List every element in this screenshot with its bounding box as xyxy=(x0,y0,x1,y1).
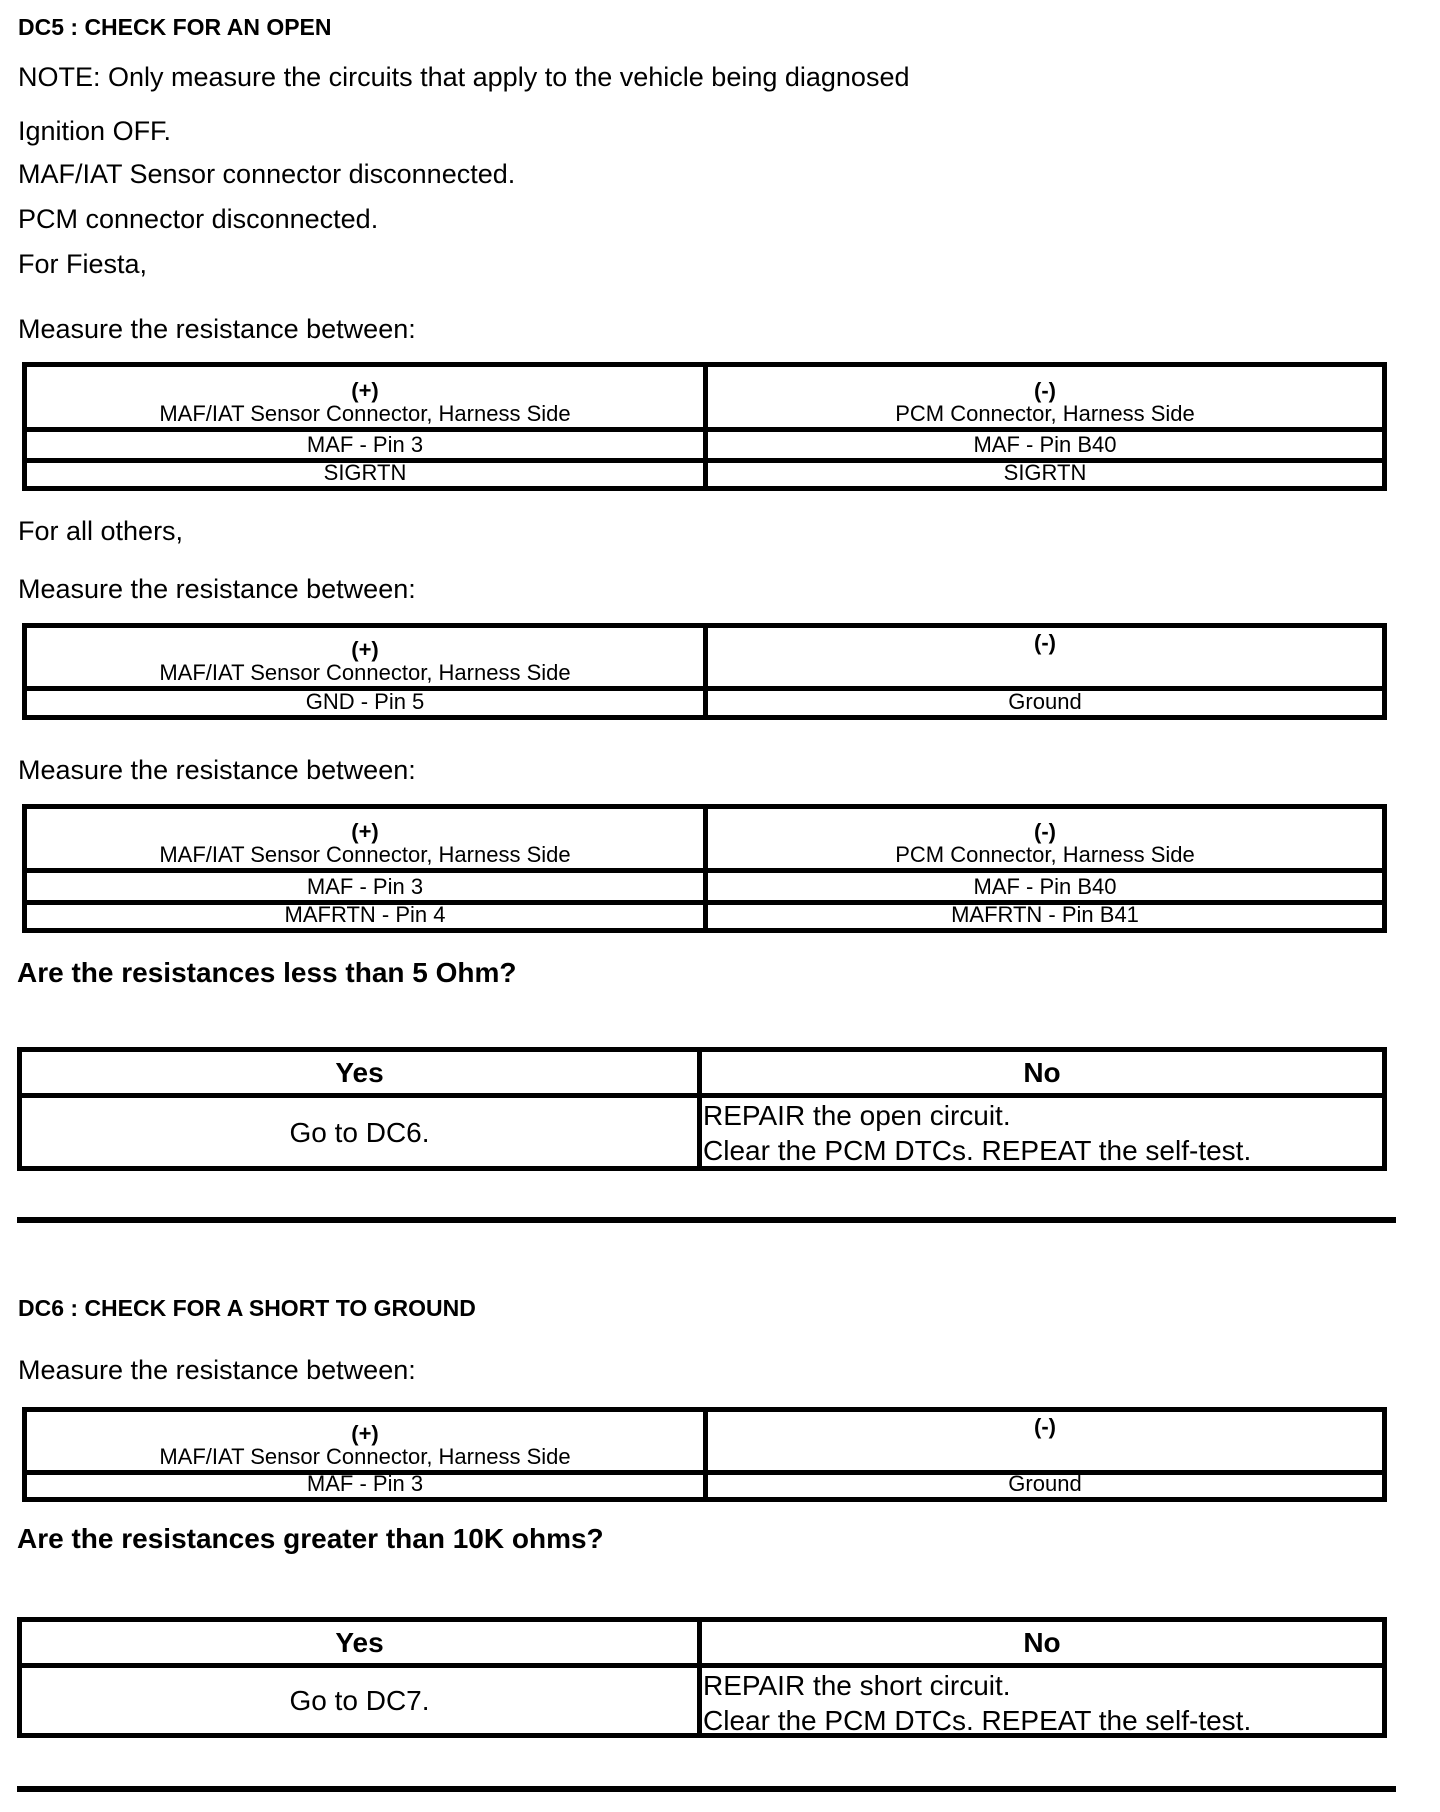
table-row xyxy=(27,1470,1382,1497)
pcm-disconnected-line: PCM connector disconnected. xyxy=(18,204,379,234)
negative-connector-label: PCM Connector, Harness Side xyxy=(895,842,1195,867)
others-line: For all others, xyxy=(18,516,184,546)
table-cell: Ground xyxy=(1008,1471,1082,1496)
table-header-row xyxy=(27,628,1382,686)
section-divider xyxy=(17,1217,1396,1223)
table-cell: MAF - Pin 3 xyxy=(27,432,708,458)
table-header-positive xyxy=(27,628,708,686)
maf-disconnected-line: MAF/IAT Sensor connector disconnected. xyxy=(18,159,516,189)
resistance-table-ground xyxy=(22,623,1387,720)
measure-label-4: Measure the resistance between: xyxy=(18,1355,416,1385)
no-action-line: REPAIR the open circuit. xyxy=(703,1100,1011,1131)
table-row xyxy=(27,868,1382,900)
no-action-line: Clear the PCM DTCs. REPEAT the self-test. xyxy=(703,1135,1252,1166)
negative-sign: (-) xyxy=(1034,630,1056,655)
table-row xyxy=(27,900,1382,928)
negative-connector-label: PCM Connector, Harness Side xyxy=(895,401,1195,426)
table-header-row xyxy=(27,809,1382,868)
negative-sign: (-) xyxy=(1034,819,1056,844)
resistance-table-mafrtn xyxy=(22,804,1387,933)
positive-connector-label: MAF/IAT Sensor Connector, Harness Side xyxy=(159,401,571,426)
fiesta-line: For Fiesta, xyxy=(18,249,148,279)
yes-header: Yes xyxy=(22,1052,702,1093)
decision-header-row xyxy=(22,1052,1382,1093)
table-cell: MAFRTN - Pin B41 xyxy=(951,902,1139,927)
decision-header-row xyxy=(22,1622,1382,1663)
table-cell: MAF - Pin 3 xyxy=(27,1475,708,1497)
positive-sign: (+) xyxy=(351,1421,379,1446)
table-row xyxy=(27,458,1382,486)
decision-body-row xyxy=(22,1093,1382,1166)
resistance-table-short xyxy=(22,1407,1387,1502)
table-cell: MAF - Pin B40 xyxy=(973,432,1117,457)
table-header-negative xyxy=(708,367,1382,427)
decision-table-dc6 xyxy=(17,1617,1387,1738)
table-header-negative xyxy=(708,1412,1382,1470)
negative-sign: (-) xyxy=(1034,1414,1056,1439)
table-cell: MAFRTN - Pin 4 xyxy=(27,905,708,928)
negative-sign: (-) xyxy=(1034,378,1056,403)
dc6-question: Are the resistances greater than 10K ohms? xyxy=(17,1523,604,1554)
ignition-line: Ignition OFF. xyxy=(18,116,172,146)
no-action-line: Clear the PCM DTCs. REPEAT the self-test. xyxy=(703,1705,1252,1736)
positive-sign: (+) xyxy=(351,819,379,844)
section-divider xyxy=(17,1786,1396,1792)
table-header-positive xyxy=(27,809,708,868)
measure-label-1: Measure the resistance between: xyxy=(18,314,416,344)
no-header: No xyxy=(1023,1627,1061,1658)
table-row xyxy=(27,686,1382,715)
table-header-positive xyxy=(27,367,708,427)
positive-sign: (+) xyxy=(351,378,379,403)
decision-table-dc5 xyxy=(17,1047,1387,1171)
yes-header: Yes xyxy=(22,1622,702,1663)
positive-connector-label: MAF/IAT Sensor Connector, Harness Side xyxy=(159,842,571,867)
no-action xyxy=(702,1098,1382,1166)
dc6-heading: DC6 : CHECK FOR A SHORT TO GROUND xyxy=(18,1295,476,1321)
positive-connector-label: MAF/IAT Sensor Connector, Harness Side xyxy=(159,1444,571,1469)
yes-action: Go to DC6. xyxy=(22,1098,702,1166)
table-cell: MAF - Pin B40 xyxy=(973,874,1117,899)
dc5-heading: DC5 : CHECK FOR AN OPEN xyxy=(18,14,332,40)
positive-connector-label: MAF/IAT Sensor Connector, Harness Side xyxy=(159,660,571,685)
table-cell: MAF - Pin 3 xyxy=(27,873,708,900)
positive-sign: (+) xyxy=(351,637,379,662)
note-line: NOTE: Only measure the circuits that apply to the vehicle being diagnosed xyxy=(18,62,910,92)
measure-label-3: Measure the resistance between: xyxy=(18,755,416,785)
table-header-row xyxy=(27,367,1382,427)
measure-label-2: Measure the resistance between: xyxy=(18,574,416,604)
dc5-question: Are the resistances less than 5 Ohm? xyxy=(17,957,517,988)
no-action-line: REPAIR the short circuit. xyxy=(703,1670,1011,1701)
table-row xyxy=(27,427,1382,458)
yes-action: Go to DC7. xyxy=(22,1668,702,1733)
resistance-table-fiesta xyxy=(22,362,1387,491)
decision-body-row xyxy=(22,1663,1382,1736)
table-cell: GND - Pin 5 xyxy=(27,691,708,715)
table-header-negative xyxy=(708,809,1382,868)
no-header: No xyxy=(1023,1057,1061,1088)
table-header-negative xyxy=(708,628,1382,686)
no-action xyxy=(702,1668,1382,1736)
table-cell: SIGRTN xyxy=(27,463,708,486)
table-header-positive xyxy=(27,1412,708,1470)
table-header-row xyxy=(27,1412,1382,1470)
table-cell: SIGRTN xyxy=(1003,460,1087,485)
table-cell: Ground xyxy=(1008,689,1082,714)
